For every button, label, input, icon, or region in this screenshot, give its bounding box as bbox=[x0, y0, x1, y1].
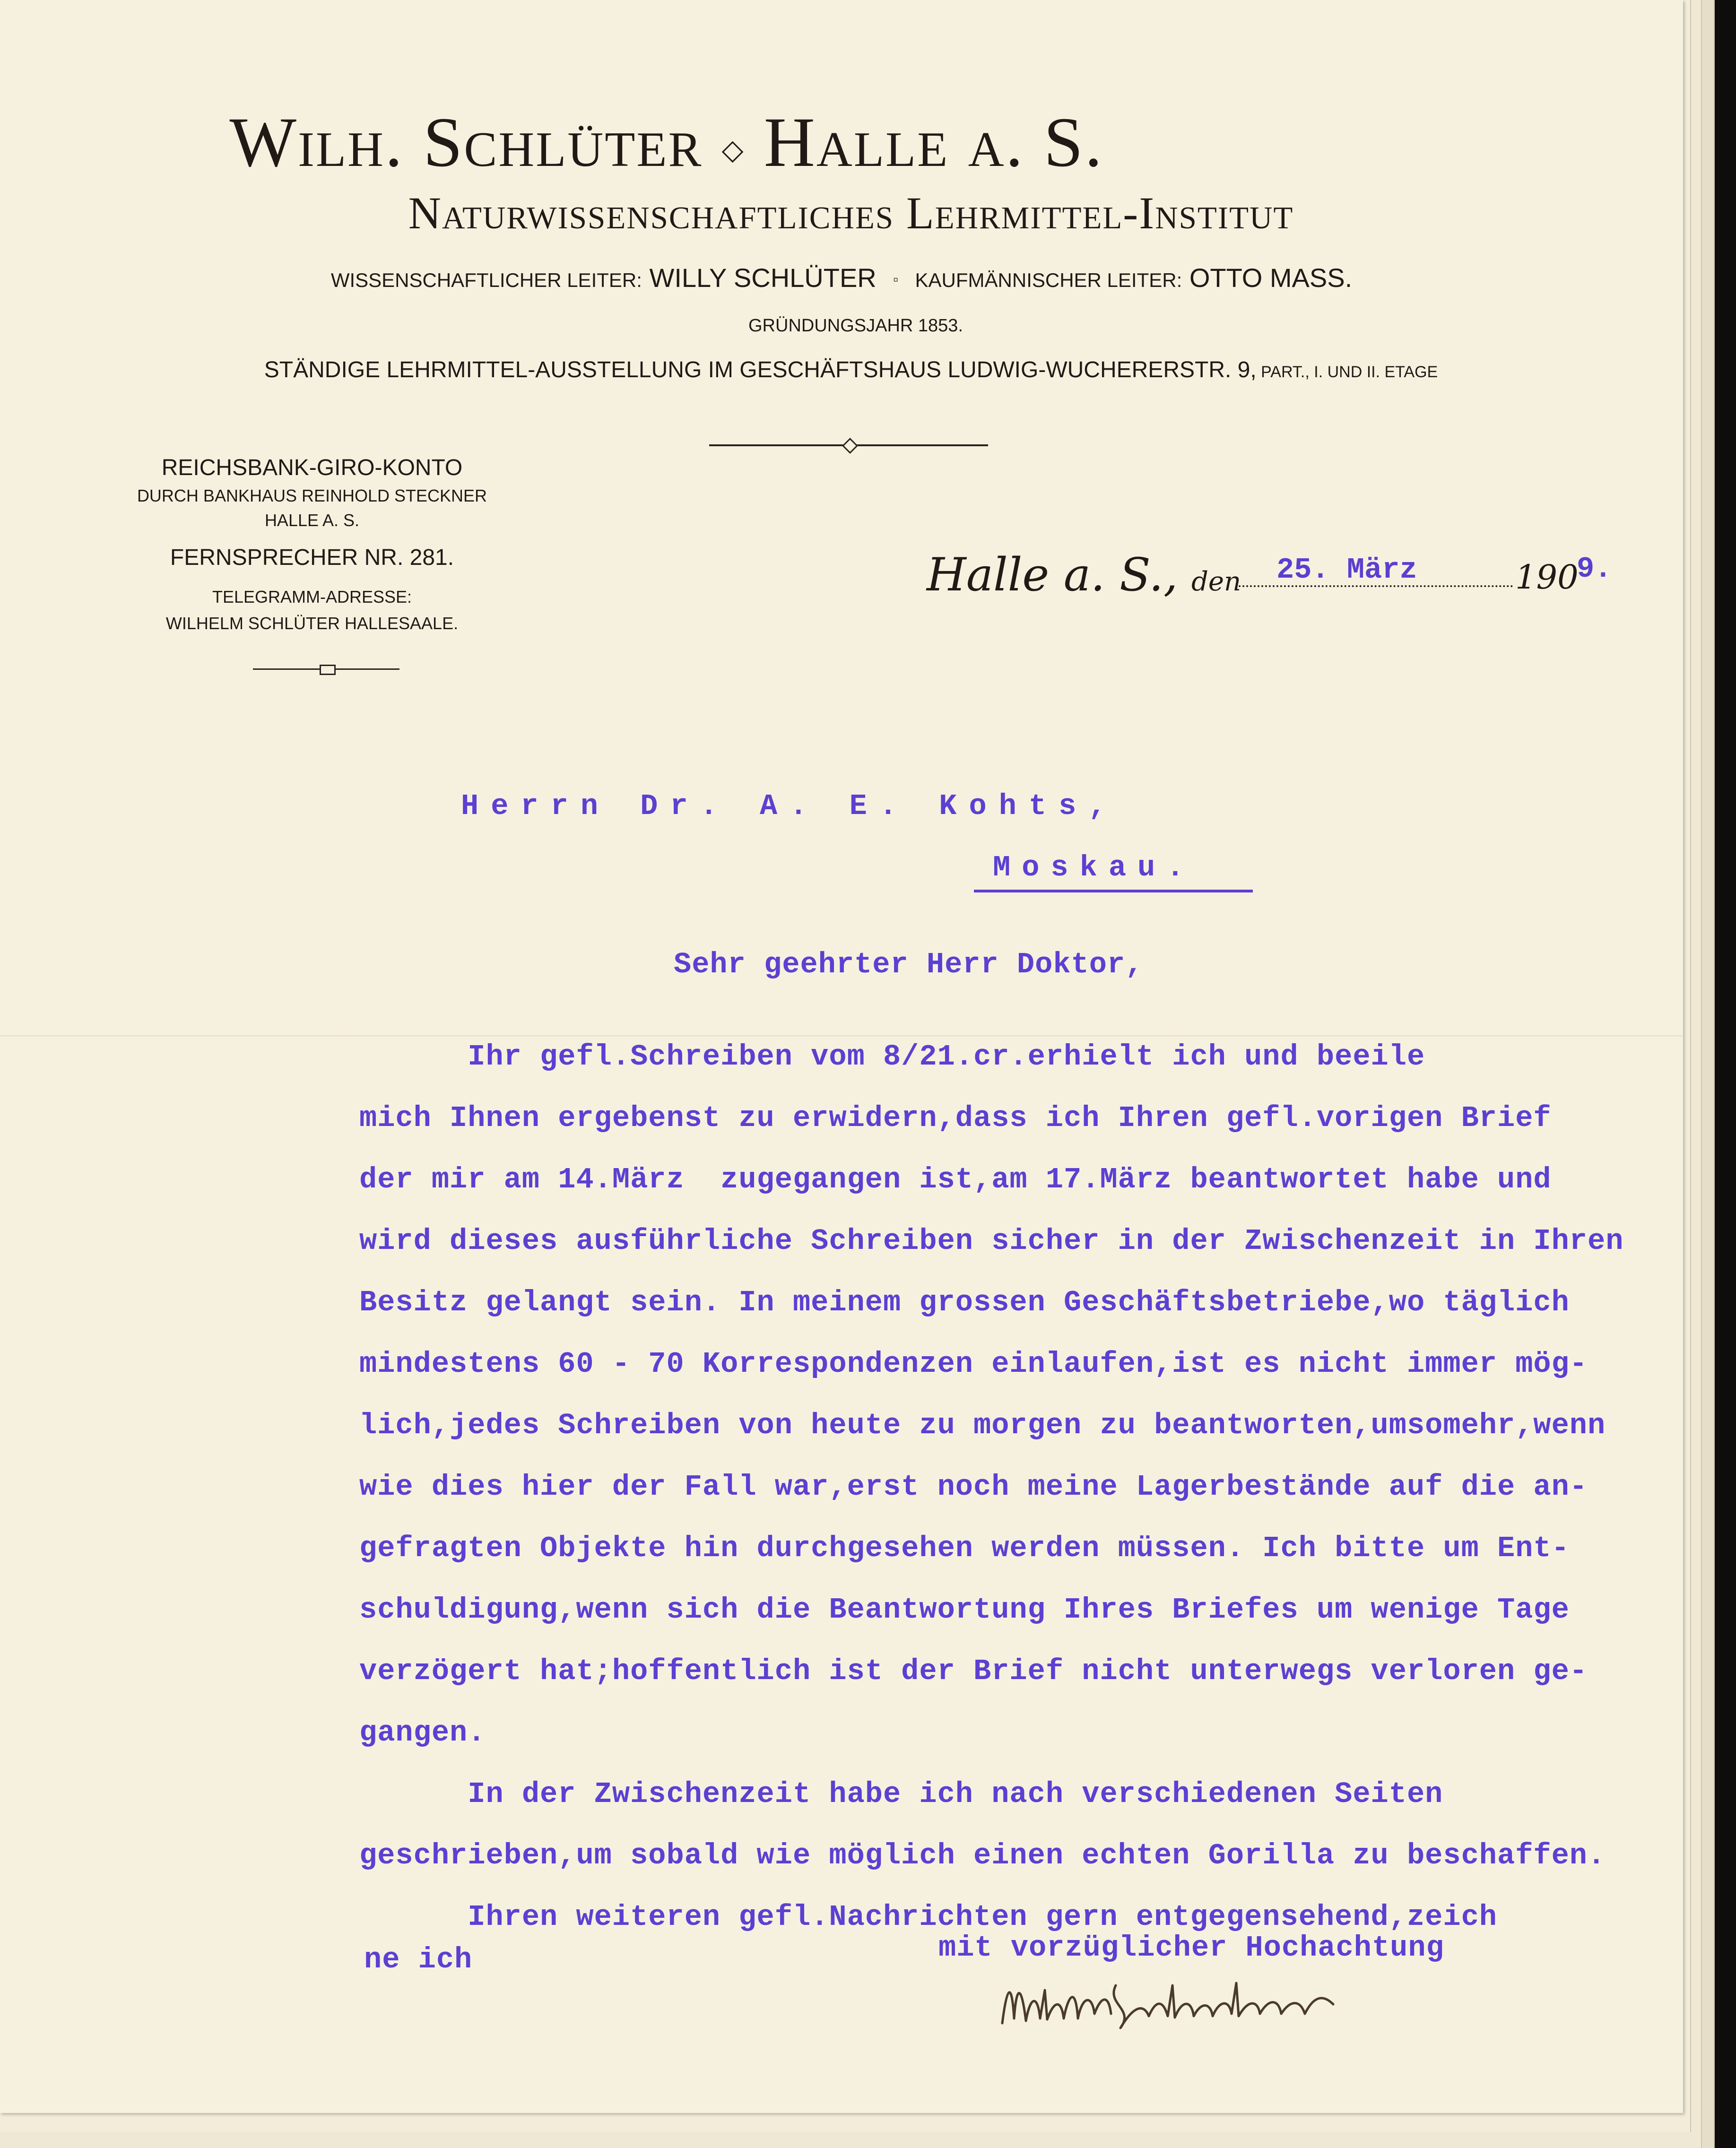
recipient-city-underline bbox=[974, 890, 1253, 892]
body-line: verzögert hat;hoffentlich ist der Brief nicht unterwegs verloren ge- bbox=[359, 1654, 1588, 1688]
body-line: der mir am 14.März zugegangen ist,am 17.März beantwortet habe und bbox=[359, 1163, 1552, 1196]
company-city: Halle a. S. bbox=[764, 103, 1104, 182]
exhibition-floors: PART., I. UND II. ETAGE bbox=[1256, 363, 1438, 381]
body-line: lich,jedes Schreiben von heute zu morgen zu beantworten,umsomehr,wenn bbox=[359, 1409, 1606, 1442]
body-line: Ihren weiteren gefl.Nachrichten gern entgegensehend,zeich bbox=[359, 1900, 1497, 1934]
bank-account-label: REICHSBANK-GIRO-KONTO bbox=[161, 455, 463, 480]
body-line: geschrieben,um sobald wie möglich einen echten Gorilla zu beschaffen. bbox=[359, 1839, 1606, 1872]
body-line: Besitz gelangt sein. In meinem grossen Geschäftsbetriebe,wo täglich bbox=[359, 1286, 1570, 1319]
body-line: wie dies hier der Fall war,erst noch meine Lagerbestände auf die an- bbox=[359, 1470, 1588, 1504]
date-day-month: 25. März bbox=[1276, 553, 1417, 587]
body-line: schuldigung,wenn sich die Beantwortung Ihres Briefes um wenige Tage bbox=[359, 1593, 1570, 1627]
body-line: mindestens 60 - 70 Korrespondenzen einlaufen,ist es nicht immer mög- bbox=[359, 1347, 1588, 1381]
exhibition-address: STÄNDIGE LEHRMITTEL-AUSSTELLUNG IM GESCHÄFTSHAUS LUDWIG-WUCHERERSTR. 9, bbox=[264, 357, 1257, 382]
founding-year: GRÜNDUNGSJAHR 1853. bbox=[748, 316, 963, 336]
rule-diamond bbox=[842, 438, 858, 454]
body-line: Ihr gefl.Schreiben vom 8/21.cr.erhielt ich und beeile bbox=[359, 1040, 1425, 1074]
company-name: Wilh. Schlüter bbox=[229, 103, 703, 182]
commercial-director-label: KAUFMÄNNISCHER LEITER: bbox=[915, 269, 1182, 291]
box-separator: ▫ bbox=[893, 272, 898, 288]
bank-city: HALLE A. S. bbox=[264, 511, 360, 530]
date-year-typed: 9. bbox=[1577, 552, 1612, 586]
paper-fold bbox=[0, 1035, 1683, 1037]
date-place: Halle a. S., bbox=[927, 548, 1178, 601]
telegram-address: WILHELM SCHLÜTER HALLESAALE. bbox=[165, 614, 459, 633]
body-line: gefragten Objekte hin durchgesehen werden müssen. Ich bitte um Ent- bbox=[359, 1532, 1570, 1565]
rule-box bbox=[320, 665, 336, 675]
handwritten-signature bbox=[993, 1966, 1352, 2037]
body-line: wird dieses ausführliche Schreiben sicher in der Zwischenzeit in Ihren bbox=[359, 1224, 1624, 1258]
closing-phrase: mit vorzüglicher Hochachtung bbox=[938, 1931, 1444, 1965]
recipient-name: Herrn Dr. A. E. Kohts, bbox=[461, 789, 1119, 823]
telegram-label: TELEGRAMM-ADRESSE: bbox=[212, 587, 412, 606]
letterhead-title bbox=[123, 102, 1210, 183]
commercial-director-name: OTTO MASS. bbox=[1189, 263, 1353, 293]
letterhead-directors bbox=[236, 262, 1447, 293]
diamond-separator: ◇ bbox=[721, 134, 745, 165]
body-line: mich Ihnen ergebenst zu erwidern,dass ich Ihren gefl.vorigen Brief bbox=[359, 1101, 1552, 1135]
body-line: gangen. bbox=[359, 1716, 486, 1750]
closing-continuation: ne ich bbox=[364, 1943, 473, 1976]
date-year-printed: 190 bbox=[1515, 558, 1579, 597]
bank-name: DURCH BANKHAUS REINHOLD STECKNER bbox=[137, 486, 487, 505]
letterhead-subtitle: Naturwissenschaftliches Lehrmittel-Institut bbox=[408, 188, 1294, 238]
salutation: Sehr geehrter Herr Doktor, bbox=[674, 948, 1144, 981]
scientific-director-label: WISSENSCHAFTLICHER LEITER: bbox=[330, 269, 642, 291]
body-line: In der Zwischenzeit habe ich nach verschiedenen Seiten bbox=[359, 1777, 1443, 1811]
scientific-director-name: WILLY SCHLÜTER bbox=[649, 263, 877, 293]
recipient-city: Moskau. bbox=[993, 851, 1196, 884]
telephone: FERNSPRECHER NR. 281. bbox=[170, 545, 454, 570]
date-den: den bbox=[1191, 566, 1241, 597]
exhibition-line bbox=[189, 357, 1513, 383]
